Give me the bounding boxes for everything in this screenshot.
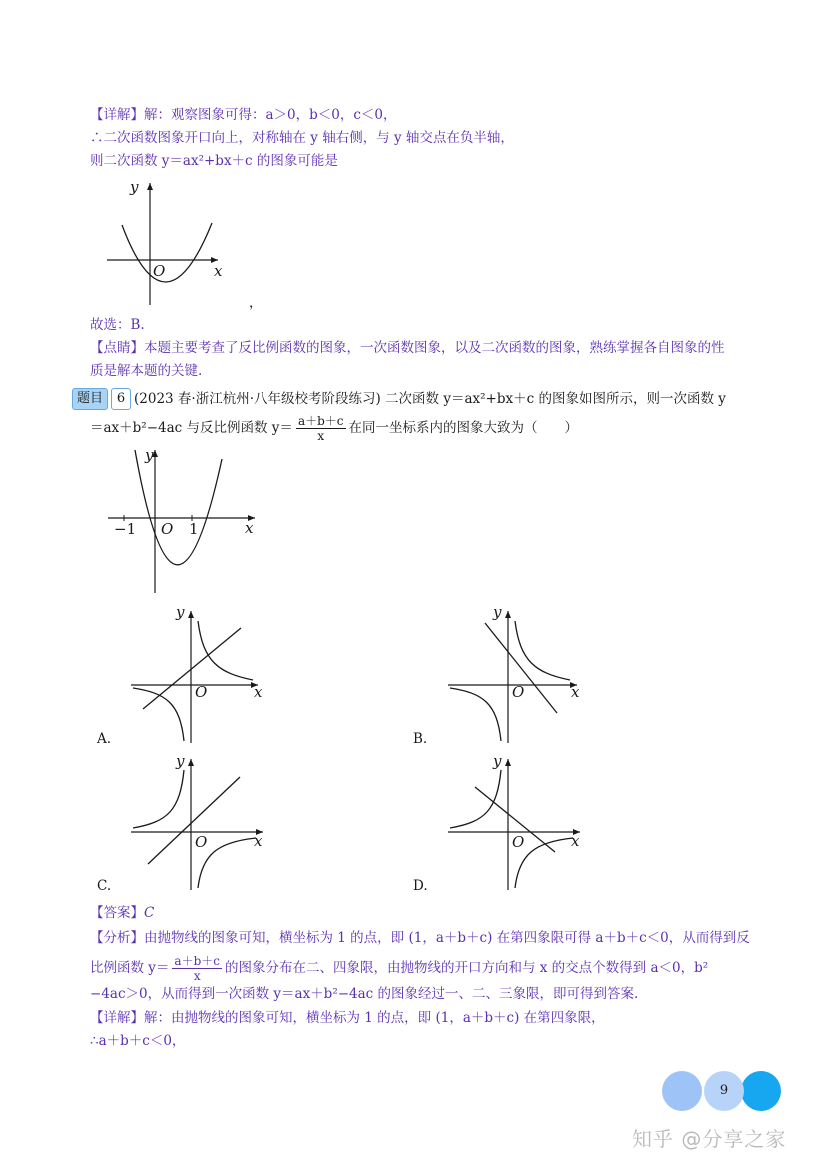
option-b-origin-label: O <box>512 683 525 701</box>
detail-text-1: 解：观察图象可得：a＞0，b＜0，c＜0， <box>144 107 397 123</box>
option-c-graph <box>128 752 273 892</box>
question-parabola-graph <box>105 445 265 595</box>
detail-line-1 <box>90 105 397 125</box>
analysis-frac-num: a＋b＋c <box>174 954 220 968</box>
question-text-part1: ＝ax＋b²−4ac 与反比例函数 y＝ <box>90 420 293 436</box>
option-a-label[interactable]: A. <box>97 731 112 747</box>
analysis-text-2b: 的图象分布在二、四象限，由抛物线的开口方向和与 x 的交点个数得到 a＜0，b² <box>224 960 709 976</box>
analysis-tag: 【分析】 <box>90 930 144 946</box>
analysis-text-1: 由抛物线的图象可知，横坐标为 1 的点，即 (1，a＋b＋c) 在第四象限可得 a＋b＋c＜0，从而得到反 <box>144 930 750 946</box>
qgraph-one-label: 1 <box>189 520 199 538</box>
analysis-line-1 <box>90 928 750 948</box>
question-line-1: (2023 春·浙江杭州·八年级校考阶段练习) 二次函数 y＝ax²+bx＋c 的图象如图所示，则一次函数 y <box>134 391 726 407</box>
watermark: 知乎 @分享之家 <box>632 1127 787 1151</box>
note-text-1: 本题主要考查了反比例函数的图象，一次函数图象，以及二次函数的图象，熟练掌握各自图象的性 <box>144 340 725 356</box>
option-a-y-label: y <box>176 603 185 621</box>
graph1-origin-label: O <box>153 262 166 280</box>
option-a-graph <box>128 603 273 743</box>
page-badge-left-circle <box>662 1071 702 1111</box>
analysis-frac-den: x <box>193 969 201 983</box>
qgraph-y-label: y <box>145 446 154 464</box>
detail2-tag: 【详解】 <box>90 1010 144 1026</box>
page-badge-right-circle <box>741 1071 781 1111</box>
option-c-label[interactable]: C. <box>97 878 112 894</box>
qgraph-origin-label: O <box>161 520 174 538</box>
answer-line <box>90 903 154 923</box>
question-number: 6 <box>111 388 131 410</box>
analysis-text-2a: 比例函数 y＝ <box>90 960 170 976</box>
page-number: 9 <box>704 1071 744 1111</box>
option-a-x-label: x <box>254 683 263 701</box>
option-b-x-label: x <box>571 683 580 701</box>
choose-line: 故选：B. <box>90 317 145 333</box>
option-c-x-label: x <box>254 832 263 850</box>
graph1-comma: ， <box>249 295 263 311</box>
parabola-graph-1 <box>100 175 240 310</box>
option-b-label[interactable]: B. <box>413 731 428 747</box>
question-fraction <box>296 414 346 443</box>
analysis-line-2 <box>90 954 708 983</box>
question-frac-den: x <box>317 429 325 443</box>
option-c-origin-label: O <box>195 833 208 851</box>
qgraph-neg1-label: −1 <box>114 520 137 538</box>
option-b-graph <box>445 603 590 743</box>
answer-value: C <box>144 905 155 921</box>
graph1-x-label: x <box>214 262 223 280</box>
analysis-line-3: −4ac＞0，从而得到一次函数 y＝ax＋b²−4ac 的图象经过一、二、三象限，即可得到答案. <box>90 986 639 1002</box>
question-text-part2: 在同一坐标系内的图象大致为（ ） <box>348 420 578 436</box>
detail-tag: 【详解】 <box>90 107 144 123</box>
detail-line-2: ∴二次函数图象开口向上，对称轴在 y 轴右侧，与 y 轴交点在负半轴， <box>90 130 514 146</box>
option-a-origin-label: O <box>195 683 208 701</box>
answer-tag: 【答案】 <box>90 905 144 921</box>
graph1-y-label: y <box>130 178 139 196</box>
option-b-y-label: y <box>493 603 502 621</box>
option-d-label[interactable]: D. <box>413 878 428 894</box>
option-d-y-label: y <box>493 752 502 770</box>
option-d-origin-label: O <box>512 833 525 851</box>
detail2-line-1 <box>90 1008 605 1028</box>
option-d-graph <box>445 752 590 892</box>
note-line-1 <box>90 338 725 358</box>
option-c-y-label: y <box>176 752 185 770</box>
question-line-2 <box>90 414 578 443</box>
option-d-x-label: x <box>571 832 580 850</box>
detail2-line-2: ∴a＋b＋c＜0， <box>90 1033 186 1049</box>
qgraph-x-label: x <box>245 519 254 537</box>
detail2-text-1: 解：由抛物线的图象可知，横坐标为 1 的点，即 (1，a＋b＋c) 在第四象限， <box>144 1010 605 1026</box>
analysis-fraction <box>172 954 222 983</box>
question-frac-num: a＋b＋c <box>297 414 344 428</box>
question-badge: 题目 <box>72 388 108 410</box>
note-tag: 【点睛】 <box>90 340 144 356</box>
detail-line-3: 则二次函数 y＝ax²+bx＋c 的图象可能是 <box>90 153 338 169</box>
note-line-2: 质是解本题的关键. <box>90 363 203 379</box>
